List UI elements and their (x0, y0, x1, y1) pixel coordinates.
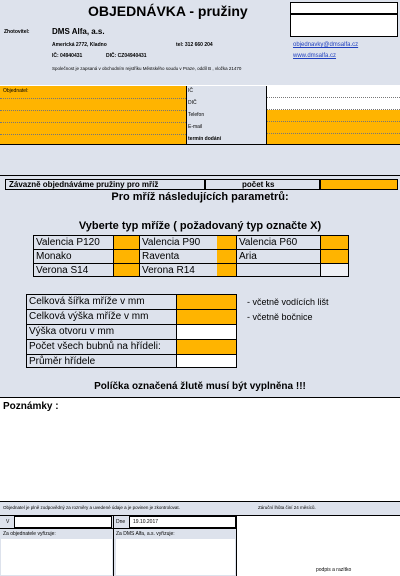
web-link[interactable]: www.dmsalfa.cz (293, 53, 337, 59)
footer-vline-1 (113, 515, 114, 576)
company-address: Americká 2772, Kladno (52, 42, 107, 48)
grille-type-label: Valencia P60 (239, 237, 298, 248)
header-box-middle (290, 14, 398, 37)
grille-type-checkbox[interactable] (321, 236, 348, 249)
dms-processed-field[interactable] (116, 539, 235, 575)
dms-processed-label: Za DMS Alfa, a.s. vyřizuje: (116, 531, 175, 537)
grille-type-checkbox[interactable] (114, 250, 139, 263)
customer-processed-label: Za objednatele vyřizuje: (3, 531, 56, 537)
dic-label: DIČ (188, 100, 197, 106)
termin-label: termín dodání (188, 136, 222, 142)
v-label: V (6, 519, 10, 525)
grille-type-checkbox[interactable] (114, 236, 139, 249)
customer-field[interactable] (0, 86, 186, 144)
grille-grid-hline-1 (33, 249, 349, 250)
telefon-field[interactable] (266, 110, 400, 122)
grille-type-label: Monako (36, 251, 72, 262)
ic-label: IČ (188, 88, 193, 94)
warranty-note: Záruční lhůta činí 24 měsíců. (258, 505, 316, 510)
grille-type-label: Verona R14 (142, 265, 195, 276)
termin-field[interactable] (266, 134, 400, 144)
main-bottom-line (0, 397, 400, 398)
grille-type-label: Raventa (142, 251, 180, 262)
parameter-note: - včetně bočnice (247, 312, 313, 322)
email-link[interactable]: objednavky@dmsalfa.cz (293, 42, 359, 48)
grille-type-checkbox[interactable] (217, 236, 236, 249)
customer-divider-1 (186, 86, 187, 144)
parameter-input[interactable] (177, 325, 236, 339)
notes-field[interactable] (0, 414, 400, 500)
dne-label: Dne (116, 519, 126, 525)
parameter-note: - včetně vodících lišt (247, 297, 329, 307)
parameter-input[interactable] (177, 310, 236, 324)
parameter-input[interactable] (177, 340, 236, 354)
header-box-top (290, 2, 398, 14)
grille-type-label: Aria (239, 251, 257, 262)
parameter-input[interactable] (177, 355, 236, 367)
company-phone: tel: 312 660 204 (176, 42, 213, 48)
customer-line-3 (0, 122, 186, 123)
place-field[interactable] (14, 516, 112, 528)
company-dic: DIČ: CZ04940431 (106, 53, 147, 59)
customer-line-2 (0, 110, 186, 111)
responsibility-note: Objednatel je plně zodpovědný za rozměry a uvedené údaje a je povinen je zkontrolovat. (3, 505, 180, 510)
signature-label: podpis a razítko (316, 567, 352, 573)
grille-type-empty-cell (321, 264, 348, 276)
required-note: Políčka označená žlutě musí být vyplněna !!! (94, 381, 306, 392)
grille-type-checkbox[interactable] (321, 250, 348, 263)
company-ic: IČ: 04940431 (52, 53, 83, 59)
customer-processed-field[interactable] (1, 539, 112, 575)
date-value: 19.10.2017 (133, 519, 159, 525)
notes-label: Poznámky : (3, 401, 59, 412)
grille-type-label: Verona S14 (36, 265, 89, 276)
params-heading: Pro mříž následujících parametrů: (111, 191, 289, 203)
customer-divider-2 (266, 86, 267, 144)
grille-type-label: Valencia P90 (142, 237, 201, 248)
form-title: OBJEDNÁVKA - pružiny (88, 3, 248, 19)
parameter-input[interactable] (177, 295, 236, 309)
grille-type-checkbox[interactable] (217, 250, 236, 263)
email-label: E-mail (188, 124, 203, 130)
select-heading: Vyberte typ mříže ( požadovaný typ označte X) (78, 220, 322, 232)
grille-type-checkbox[interactable] (217, 264, 236, 276)
footer-line-2 (0, 528, 236, 529)
parameter-label: Výška otvoru v mm (29, 326, 115, 337)
main-divider (0, 175, 400, 176)
parameter-label: Průměr hřídele (29, 356, 96, 367)
grille-type-label: Valencia P120 (36, 237, 100, 248)
registry-note: Společnost je zapsaná v obchodním rejstříku Městského soudu v Praze, oddíl B , vložka 21470 (52, 66, 242, 71)
count-label: počet ks (242, 180, 275, 189)
email-field[interactable] (266, 122, 400, 134)
company-name: DMS Alfa, a.s. (52, 27, 105, 36)
parameter-label: Celková šířka mříže v mm (29, 296, 145, 307)
ic-field[interactable] (266, 86, 400, 98)
binding-label: Závazně objednáváme pružiny pro mříž (9, 180, 159, 189)
telefon-label: Telefon (188, 112, 205, 118)
customer-line-4 (0, 134, 186, 135)
objednatel-label: Objednatel: (3, 88, 29, 94)
parameter-label: Celková výška mříže v mm (29, 311, 149, 322)
zhotovitel-label: Zhotovitel: (4, 29, 30, 35)
customer-line-1 (0, 98, 186, 99)
parameter-label: Počet všech bubnů na hřídeli: (29, 341, 161, 352)
count-field[interactable] (320, 179, 398, 190)
dic-field[interactable] (266, 98, 400, 110)
grille-type-checkbox[interactable] (114, 264, 139, 276)
